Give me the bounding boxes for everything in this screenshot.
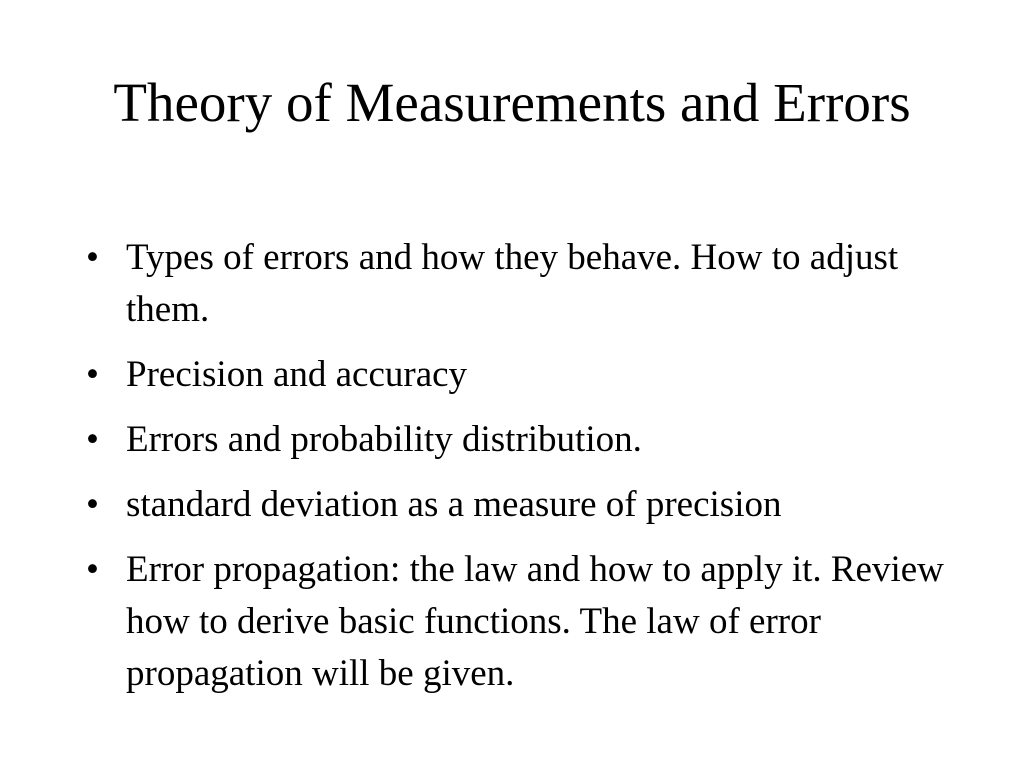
bullet-text: Types of errors and how they behave. How to adjust them.	[126, 237, 899, 330]
bullet-icon: •	[86, 419, 99, 460]
bullet-icon: •	[86, 237, 99, 278]
bullet-text: standard deviation as a measure of precision	[126, 484, 782, 525]
bullet-icon: •	[86, 484, 99, 525]
bullet-item-4	[86, 479, 956, 531]
bullet-text: Errors and probability distribution.	[126, 419, 642, 460]
bullet-text: Precision and accuracy	[126, 354, 468, 395]
bullet-list	[86, 232, 956, 713]
bullet-text: Error propagation: the law and how to apply it. Review how to derive basic functions. The law of error propagation will be given.	[126, 549, 944, 694]
slide-title: Theory of Measurements and Errors	[113, 72, 911, 133]
bullet-icon: •	[86, 354, 99, 395]
bullet-item-2	[86, 349, 956, 401]
bullet-item-1	[86, 232, 956, 336]
bullet-item-5	[86, 544, 956, 700]
bullet-icon: •	[86, 549, 99, 590]
bullet-item-3	[86, 414, 956, 466]
